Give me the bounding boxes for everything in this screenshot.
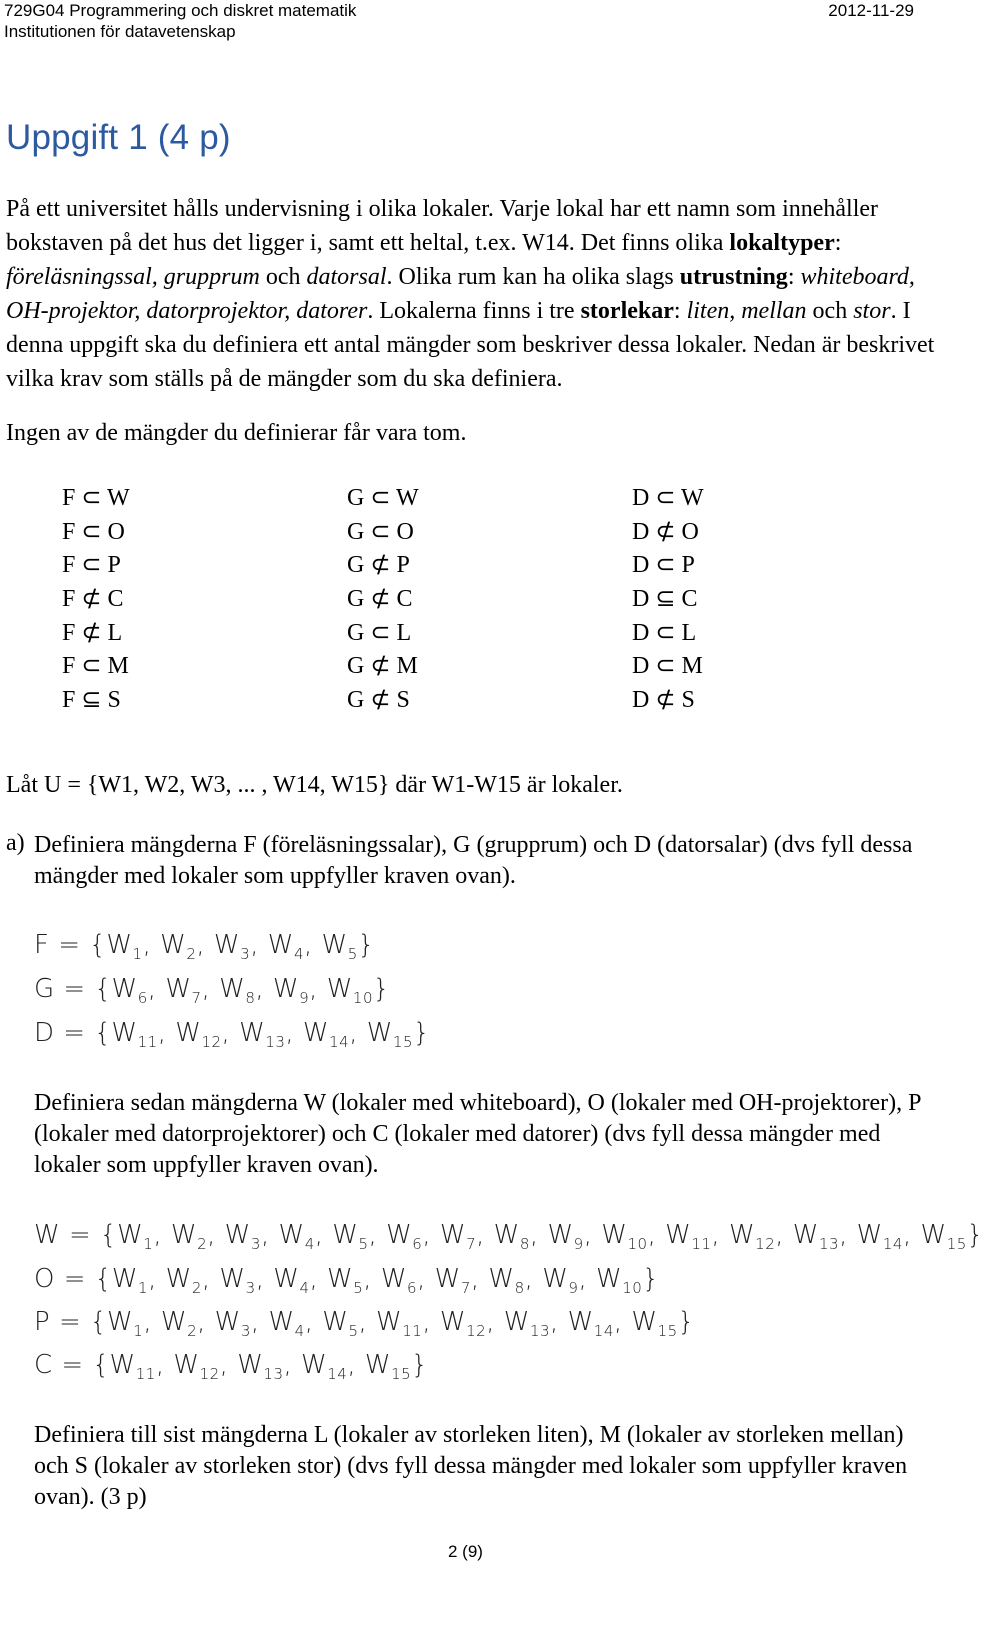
set-member: $W_{15}$ xyxy=(364,1350,412,1384)
set-member: $W_3$ xyxy=(224,1220,261,1254)
set-member: $W_3$ xyxy=(213,930,251,964)
set-member: $W_{11}$ xyxy=(111,1018,158,1052)
set-member: $W_5$ xyxy=(332,1220,369,1254)
set-member: $W_{13}$ xyxy=(792,1220,840,1254)
set-name: D xyxy=(34,1018,55,1048)
set-member: $W_7$ xyxy=(434,1264,471,1298)
set-member: $W_7$ xyxy=(165,974,202,1008)
constraint-row: F ⊂ W xyxy=(62,485,130,511)
set-member: $W_5$ xyxy=(327,1264,364,1298)
set-member: $W_6$ xyxy=(380,1264,418,1298)
answer-set-o: $O = \{W_1$, $W_2$, $W_3$, $W_4$, $W_5$, $W_6$, $W_7$, $W_8$, $W_9$, $W_{10}$} xyxy=(34,1264,660,1298)
constraint-row: F ⊄ C xyxy=(62,586,124,613)
intro-text-3: . Olika rum kan ha olika slags xyxy=(386,264,680,290)
set-member: $W_{13}$ xyxy=(503,1307,551,1341)
constraint-row: D ⊄ S xyxy=(632,687,695,714)
set-member: $W_{11}$ xyxy=(665,1220,712,1254)
set-name: P xyxy=(34,1307,51,1337)
date-header: 2012-11-29 xyxy=(828,1,914,20)
set-member: $W_{10}$ xyxy=(326,974,374,1008)
set-member: $W_{12}$ xyxy=(728,1220,776,1254)
intro-text-4: : xyxy=(787,264,801,290)
question-a-final: Definiera till sist mängderna L (lokaler av storleken liten), M (lokaler av storleken mellan) och S (lokaler av storleken stor) (dvs fyll dessa mängder med lokaler som uppfyller kraven ovan). (3 p) xyxy=(34,1422,908,1510)
constraint-row: F ⊂ M xyxy=(62,653,129,680)
set-member: $W_{14}$ xyxy=(856,1220,903,1254)
constraint-row: D ⊂ W xyxy=(632,485,704,511)
constraint-row: D ⊂ P xyxy=(632,552,695,579)
course-header: 729G04 Programmering och diskret matematik xyxy=(4,1,357,20)
constraint-row: F ⊄ L xyxy=(62,619,123,646)
room-types: föreläsningssal, grupprum xyxy=(6,264,260,290)
set-name: W xyxy=(34,1220,61,1250)
answer-set-w: $W = \{W_1$, $W_2$, $W_3$, $W_4$, $W_5$, $W_6$, $W_7$, $W_8$, $W_9$, $W_{10}$, $W_{11}$, $W_{12}$, $W_{13}$, $W_{14}$, $W_{15}$} xyxy=(34,1220,984,1254)
answer-set-p: $P = \{W_1$, $W_2$, $W_3$, $W_4$, $W_5$, $W_{11}$, $W_{12}$, $W_{13}$, $W_{14}$, $W_{15}$} xyxy=(34,1307,695,1341)
intro-text-5: . Lokalerna finns i tre xyxy=(367,298,581,324)
room-type-datorsal: datorsal xyxy=(306,264,387,290)
constraint-row: D ⊄ O xyxy=(632,518,699,545)
question-a-text: Definiera mängderna F (föreläsningssalar), G (grupprum) och D (datorsalar) (dvs fyll dessa mängder med lokaler som uppfyller kraven ovan). xyxy=(34,832,913,889)
constraints-column-f xyxy=(62,482,130,718)
constraint-row: G ⊄ M xyxy=(347,653,418,680)
set-member: $W_1$ xyxy=(117,1220,154,1254)
size-list: liten, mellan xyxy=(686,298,807,324)
term-utrustning: utrustning xyxy=(679,264,788,290)
constraint-row: F ⊂ P xyxy=(62,552,121,579)
set-member: $W_1$ xyxy=(106,930,143,964)
set-member: $W_9$ xyxy=(547,1220,584,1254)
set-member: $W_{15}$ xyxy=(920,1220,967,1254)
set-member: $W_9$ xyxy=(542,1264,579,1298)
set-member: $W_{10}$ xyxy=(601,1220,648,1254)
set-member: $W_9$ xyxy=(272,974,310,1008)
question-a-marker: a) xyxy=(6,830,25,856)
intro-text-6: : xyxy=(673,298,687,324)
constraint-row: G ⊄ C xyxy=(347,586,413,613)
constraint-row: D ⊂ L xyxy=(632,619,697,646)
question-a-followup: Definiera sedan mängderna W (lokaler med whiteboard), O (lokaler med OH-projektorer), P (lokaler med datorprojektorer) och C (lokaler med datorer) (dvs fyll dessa mängder med lokaler som uppfyller kraven ovan). xyxy=(34,1090,921,1178)
set-member: $W_{10}$ xyxy=(596,1264,643,1298)
intro-och-2: och xyxy=(806,298,854,324)
set-member: $W_2$ xyxy=(165,1264,202,1298)
set-name: O xyxy=(34,1264,55,1294)
constraints-column-g xyxy=(347,482,419,718)
department-header: Institutionen för datavetenskap xyxy=(4,22,236,41)
set-member: $W_{14}$ xyxy=(567,1307,614,1341)
constraint-row: D ⊆ C xyxy=(632,586,698,613)
constraint-row: D ⊂ M xyxy=(632,653,703,680)
term-storlekar: storlekar xyxy=(580,298,674,324)
set-member: $W_4$ xyxy=(267,930,304,964)
answer-set-f: $F = \{W_1$, $W_2$, $W_3$, $W_4$, $W_5$} xyxy=(34,930,375,964)
set-member: $W_{13}$ xyxy=(237,1350,284,1384)
size-stor: stor xyxy=(853,298,891,324)
universe-definition: Låt U = {W1, W2, W3, ... , W14, W15} där W1-W15 är lokaler. xyxy=(6,772,623,798)
set-member: $W_{15}$ xyxy=(366,1018,414,1052)
set-member: $W_{13}$ xyxy=(239,1018,286,1052)
set-member: $W_6$ xyxy=(386,1220,423,1254)
constraint-row: F ⊆ S xyxy=(62,687,121,714)
set-member: $W_3$ xyxy=(219,1264,256,1298)
set-member: $W_{12}$ xyxy=(439,1307,487,1341)
constraint-row: G ⊂ O xyxy=(347,518,414,545)
set-member: $W_4$ xyxy=(268,1307,305,1341)
set-member: $W_{12}$ xyxy=(173,1350,220,1384)
set-member: $W_2$ xyxy=(170,1220,208,1254)
set-member: $W_1$ xyxy=(111,1264,149,1298)
term-lokaltyper: lokaltyper xyxy=(729,230,835,256)
set-name: C xyxy=(34,1350,53,1380)
set-member: $W_5$ xyxy=(321,930,358,964)
intro-paragraph xyxy=(6,192,936,396)
task-title: Uppgift 1 (4 p) xyxy=(6,118,231,157)
set-member: $W_4$ xyxy=(273,1264,310,1298)
set-member: $W_5$ xyxy=(322,1307,359,1341)
page-number: 2 (9) xyxy=(448,1542,483,1561)
constraints-column-d xyxy=(632,482,704,718)
answer-set-c: $C = \{W_{11}$, $W_{12}$, $W_{13}$, $W_{14}$, $W_{15}$} xyxy=(34,1350,429,1384)
set-member: $W_{14}$ xyxy=(302,1018,350,1052)
intro-text-1: På ett universitet hålls undervisning i olika lokaler. Varje lokal har ett namn som innehåller bokstaven på det hus det ligger i, samt ett heltal, t.ex. W14. Det finns olika xyxy=(6,196,879,256)
nonempty-note: Ingen av de mängder du definierar får vara tom. xyxy=(6,420,467,446)
set-member: $W_{12}$ xyxy=(175,1018,222,1052)
constraint-row: G ⊂ W xyxy=(347,485,419,511)
set-member: $W_{15}$ xyxy=(631,1307,678,1341)
intro-och-1: och xyxy=(259,264,307,290)
constraint-row: F ⊂ O xyxy=(62,518,125,545)
intro-text-2: : xyxy=(834,230,842,256)
set-member: $W_3$ xyxy=(214,1307,251,1341)
set-member: $W_2$ xyxy=(160,1307,198,1341)
set-member: $W_8$ xyxy=(488,1264,525,1298)
set-member: $W_4$ xyxy=(278,1220,315,1254)
set-name: G xyxy=(34,974,55,1004)
set-member: $W_8$ xyxy=(219,974,256,1008)
set-member: $W_1$ xyxy=(107,1307,144,1341)
set-member: $W_{11}$ xyxy=(109,1350,156,1384)
constraint-row: G ⊄ S xyxy=(347,687,410,714)
intro-text-7: . I denna uppgift ska du definiera ett antal mängder som beskriver dessa lokaler. Nedan är beskrivet vilka krav som ställs på de mängder som du ska definiera. xyxy=(6,298,935,392)
set-member: $W_8$ xyxy=(493,1220,530,1254)
set-member: $W_{14}$ xyxy=(301,1350,348,1384)
set-member: $W_2$ xyxy=(160,930,197,964)
set-member: $W_{11}$ xyxy=(376,1307,423,1341)
constraint-row: G ⊄ P xyxy=(347,552,410,579)
set-member: $W_6$ xyxy=(111,974,148,1008)
answer-set-g: $G = \{W_6$, $W_7$, $W_8$, $W_9$, $W_{10}$} xyxy=(34,974,391,1008)
constraint-row: G ⊂ L xyxy=(347,619,412,646)
set-name: F xyxy=(34,930,50,960)
equipment-list: whiteboard, OH-projektor, datorprojektor, datorer xyxy=(6,264,915,324)
set-member: $W_7$ xyxy=(439,1220,477,1254)
answer-set-d: $D = \{W_{11}$, $W_{12}$, $W_{13}$, $W_{14}$, $W_{15}$} xyxy=(34,1018,431,1052)
